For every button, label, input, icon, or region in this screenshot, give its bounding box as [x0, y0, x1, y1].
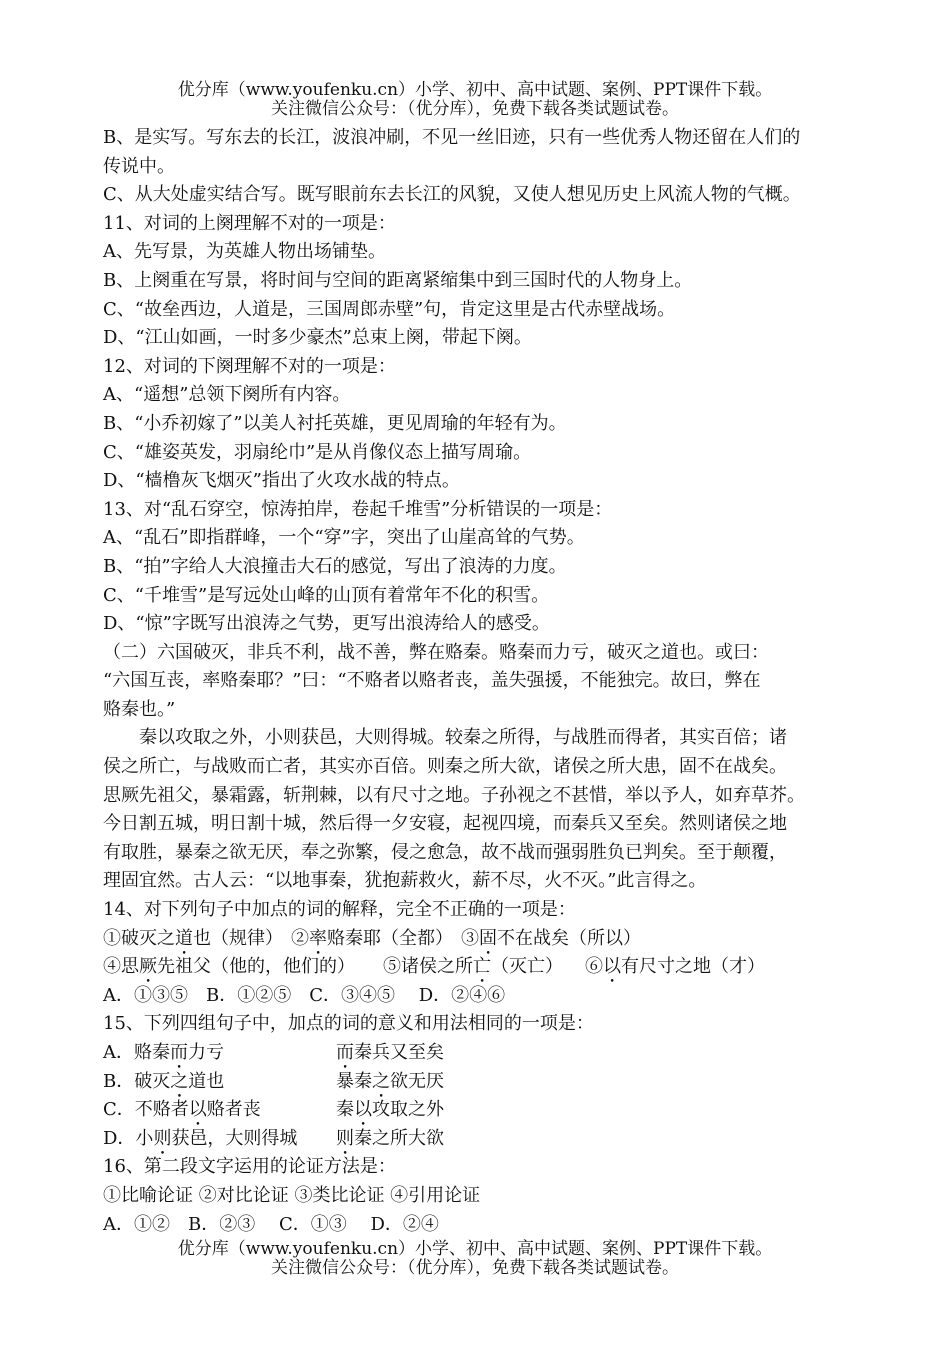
- q14-item-6: ⑥以有尺寸之地（才）: [585, 956, 765, 978]
- q15-option-row: [103, 1039, 863, 1068]
- q12-option-d: D、“樯橹灰飞烟灭”指出了火攻水战的特点。: [103, 470, 460, 492]
- passage-p2-line-5: 有取胜，暴秦之欲无厌，奉之弥繁，侵之愈急，故不战而强弱胜负已判矣。至于颠覆，: [103, 841, 787, 863]
- dotted-word: 以: [603, 956, 621, 978]
- q11-option-c: C、“故垒西边，人道是，三国周郎赤壁”句，肯定这里是古代赤壁战场。: [103, 298, 676, 320]
- q14-stem: 14、对下列句子中加点的词的解释，完全不正确的一项是：: [103, 899, 576, 921]
- q16-answer-options: A．①② B．②③ C．①③ D．②④: [103, 1213, 439, 1235]
- q10-option-b-line-1: B、是实写。写东去的长江，波浪冲刷，不见一丝旧迹，只有一些优秀人物还留在人们的: [103, 127, 801, 148]
- q15-option-row: [103, 1068, 863, 1097]
- q15-right-sentence: 暴秦之欲无厌: [336, 1070, 444, 1092]
- passage-p1-line-1: （二）六国破灭，非兵不利，战不善，弊在赂秦。赂秦而力亏，破灭之道也。或曰：: [103, 641, 769, 663]
- passage-p2-line-3: 思厥先祖父，暴霜露，斩荆棘，以有尺寸之地。子孙视之不甚惜，举以予人，如弃草芥。: [103, 784, 805, 806]
- q12-stem: 12、对词的下阕理解不对的一项是：: [103, 355, 396, 377]
- q11-option-a: A、先写景，为英雄人物出场铺垫。: [103, 241, 386, 263]
- dotted-word: 之: [170, 1070, 189, 1092]
- q16-stem: 16、第二段文字运用的论证方法是：: [103, 1156, 396, 1178]
- q15-left-sentence: C．不赂者以赂者丧: [103, 1099, 261, 1121]
- q12-option-c: C、“雄姿英发，羽扇纶巾”是从肖像仪态上描写周瑜。: [103, 441, 532, 463]
- document-body: [103, 124, 863, 1239]
- q15-stem: 15、下列四组句子中，加点的词的意义和用法相同的一项是：: [103, 1013, 594, 1035]
- q15-option-row: [103, 1096, 863, 1125]
- q10-option-b-line-2: 传说中。: [103, 155, 175, 177]
- q14-item-4: ④思厥先祖父（他的，他们的）: [103, 956, 355, 978]
- q14-item-5: ⑤诸侯之所亡（灭亡）: [383, 956, 563, 978]
- q14-answer-options: A．①③⑤ B．①②⑤ C．③④⑤ D．②④⑥: [103, 984, 506, 1006]
- q14-items-row-1: [103, 925, 863, 954]
- q13-option-a: A、“乱石”即指群峰，一个“穿”字，突出了山崖高耸的气势。: [103, 527, 585, 549]
- footer-line-2: 关注微信公众号：（优分库），免费下载各类试题试卷。: [271, 1258, 679, 1278]
- dotted-word: 则: [153, 1127, 172, 1149]
- dotted-word: 之: [372, 1070, 390, 1092]
- q14-items-row-2: [103, 953, 863, 982]
- dotted-word: 则: [336, 1127, 354, 1149]
- dotted-word: 率: [309, 927, 327, 949]
- passage-p1-line-2: “六国互丧，率赂秦耶？”曰：“不赂者以赂者丧，盖失强援，不能独完。故曰，弊在: [103, 670, 761, 692]
- q10-option-c: C、从大处虚实结合写。既写眼前东去长江的风貌，又使人想见历史上风流人物的气概。: [103, 184, 801, 206]
- q15-right-sentence: 而秦兵又至矣: [336, 1042, 444, 1063]
- q13-option-d: D、“惊”字既写出浪涛之气势，更写出浪涛给人的感受。: [103, 613, 550, 635]
- q15-right-sentence: 则秦之所大欲: [336, 1127, 444, 1149]
- q14-item-1: ①破灭之道也（规律）: [103, 927, 283, 949]
- q13-option-c: C、“千堆雪”是写远处山峰的山顶有着常年不化的积雪。: [103, 584, 550, 606]
- q15-left-sentence: D．小则获邑，大则得城: [103, 1127, 298, 1149]
- q15-left-sentence: B．破灭之道也: [103, 1070, 225, 1092]
- q15-right-sentence: 秦以攻取之外: [336, 1099, 444, 1121]
- dotted-word: 厥: [139, 956, 157, 978]
- q11-stem: 11、对词的上阕理解不对的一项是：: [103, 212, 396, 234]
- dotted-word: 固: [479, 927, 497, 949]
- passage-p2-line-1: 秦以攻取之外，小则获邑，大则得城。较秦之所得，与战胜而得者，其实百倍；诸: [139, 727, 787, 749]
- q14-item-3: ③固不在战矣（所以）: [461, 927, 641, 949]
- header-line-1: 优分库（www.youfenku.cn）小学、初中、高中试题、案例、PPT课件下载。: [177, 80, 773, 100]
- q15-option-row: [103, 1125, 863, 1154]
- q13-option-b: B、“拍”字给人大浪撞击大石的感觉，写出了浪涛的力度。: [103, 555, 567, 577]
- header-line-2: 关注微信公众号：（优分库），免费下载各类试题试卷。: [271, 99, 679, 119]
- q12-option-a: A、“遥想”总领下阕所有内容。: [103, 384, 351, 406]
- passage-p2-line-6: 理固宜然。古人云：“以地事秦，犹抱薪救火，薪不尽，火不灭。”此言得之。: [103, 870, 707, 892]
- passage-p2-line-4: 今日割五城，明日割十城，然后得一夕安寝，起视四境，而秦兵又至矣。然则诸侯之地: [103, 813, 787, 835]
- dotted-word: 而: [336, 1042, 354, 1063]
- passage-p1-line-3: 赂秦也。”: [103, 698, 176, 720]
- footer-line-1: 优分库（www.youfenku.cn）小学、初中、高中试题、案例、PPT课件下载。: [177, 1239, 773, 1259]
- q12-option-b: B、“小乔初嫁了”以美人衬托英雄，更见周瑜的年轻有为。: [103, 412, 567, 434]
- dotted-word: 道: [175, 927, 193, 949]
- q13-stem: 13、对“乱石穿空，惊涛拍岸，卷起千堆雪”分析错误的一项是：: [103, 498, 613, 520]
- q15-left-sentence: A．赂秦而力亏: [103, 1042, 224, 1063]
- dotted-word: 亡: [473, 956, 491, 978]
- q11-option-b: B、上阕重在写景，将时间与空间的距离紧缩集中到三国时代的人物身上。: [103, 269, 693, 291]
- q16-methods: ①比喻论证 ②对比论证 ③类比论证 ④引用论证: [103, 1184, 481, 1206]
- dotted-word: 而: [170, 1042, 188, 1063]
- passage-p2-line-2: 侯之所亡，与战败而亡者，其实亦百倍。则秦之所大欲，诸侯之所大患，固不在战矣。: [103, 756, 787, 778]
- dotted-word: 以: [354, 1099, 372, 1121]
- q14-item-2: ②率赂秦耶（全都）: [291, 927, 453, 949]
- dotted-word: 以: [188, 1099, 207, 1121]
- q11-option-d: D、“江山如画，一时多少豪杰”总束上阕，带起下阕。: [103, 327, 532, 349]
